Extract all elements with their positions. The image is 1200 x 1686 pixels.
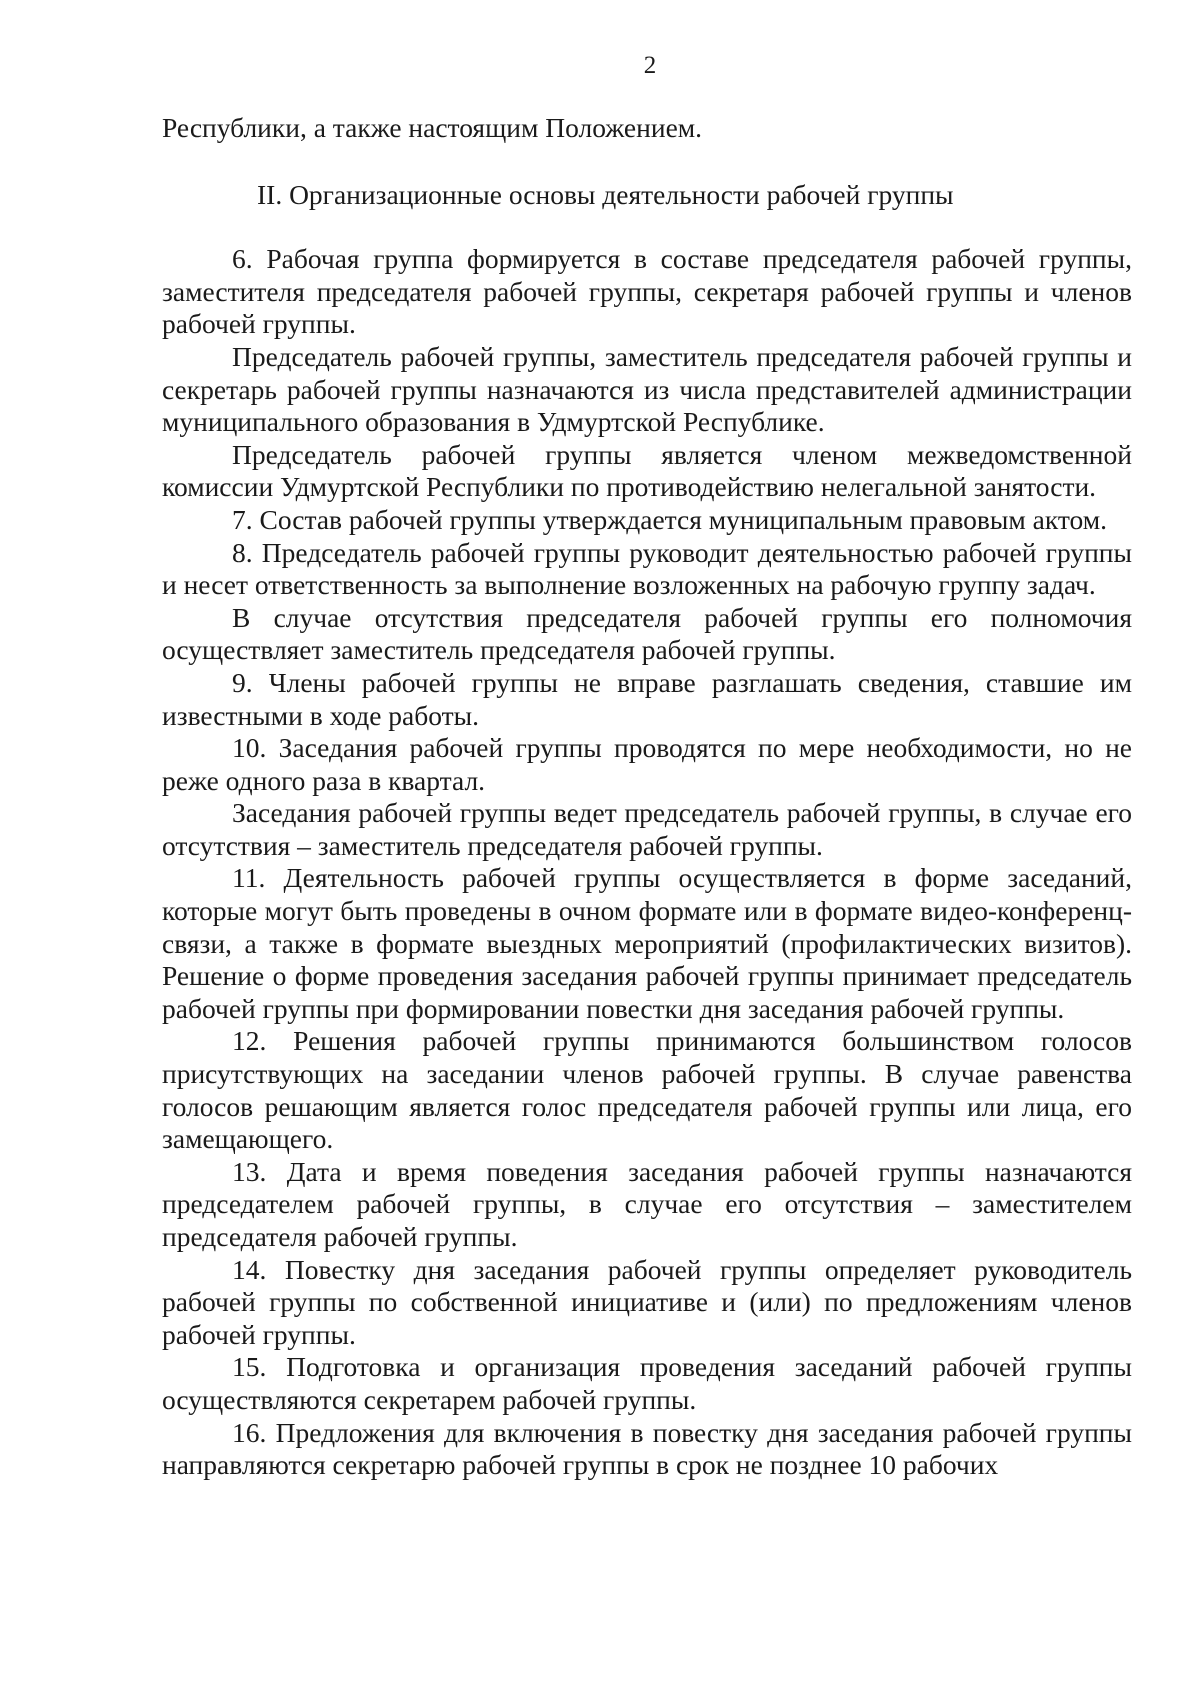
paragraph-13: 13. Дата и время поведения заседания рабочей группы назначаются председателем рабочей группы, в случае его отсутствия – заместителем председателя рабочей группы. [162, 1155, 1132, 1252]
paragraph-11: 11. Деятельность рабочей группы осуществляется в форме заседаний, которые могут быть проведены в очном формате или в формате видео-конференц-связи, а также в формате выездных мероприятий (профилактических визитов). Решение о форме проведения заседания рабочей группы принимает председатель рабочей группы при формировании повестки дня заседания рабочей группы. [162, 862, 1132, 1024]
section-title: II. Организационные основы деятельности рабочей группы [257, 178, 954, 210]
paragraph-7: 7. Состав рабочей группы утверждается муниципальным правовым актом. [232, 503, 1107, 535]
paragraph-10-chairing: Заседания рабочей группы ведет председатель рабочей группы, в случае его отсутствия – заместитель председателя рабочей группы. [162, 797, 1132, 861]
paragraph-9: 9. Члены рабочей группы не вправе разглашать сведения, ставшие им известными в ходе работы. [162, 666, 1132, 731]
paragraph-10: 10. Заседания рабочей группы проводятся по мере необходимости, но не реже одного раза в квартал. [162, 732, 1132, 796]
opening-line: Республики, а также настоящим Положением. [162, 112, 703, 143]
paragraph-6: 6. Рабочая группа формируется в составе председателя рабочей группы, заместителя председателя рабочей группы, секретаря рабочей группы и членов рабочей группы. [162, 243, 1132, 340]
document-body [162, 112, 1132, 1482]
page-number: 2 [643, 52, 657, 79]
paragraph-15: 15. Подготовка и организация проведения заседаний рабочей группы осуществляются секретарем рабочей группы. [162, 1351, 1132, 1415]
paragraph-6-appointment: Председатель рабочей группы, заместитель председателя рабочей группы и секретарь рабочей группы назначаются из числа представителей администрации муниципального образования в Удмуртской Республике. [162, 340, 1132, 438]
paragraph-8: 8. Председатель рабочей группы руководит деятельностью рабочей группы и несет ответственность за выполнение возложенных на рабочую группу задач. [162, 536, 1132, 601]
paragraph-8-deputy: В случае отсутствия председателя рабочей группы его полномочия осуществляет заместитель председателя рабочей группы. [162, 601, 1132, 666]
paragraph-6-chair-membership: Председатель рабочей группы является членом межведомственной комиссии Удмуртской Республики по противодействию нелегальной занятости. [162, 438, 1132, 503]
paragraph-16: 16. Предложения для включения в повестку дня заседания рабочей группы направляются секретарю рабочей группы в срок не позднее 10 рабочих [162, 1416, 1132, 1481]
paragraph-12: 12. Решения рабочей группы принимаются большинством голосов присутствующих на заседании членов рабочей группы. В случае равенства голосов решающим является голос председателя рабочей группы или лица, его замещающего. [162, 1025, 1132, 1155]
paragraph-14: 14. Повестку дня заседания рабочей группы определяет руководитель рабочей группы по собственной инициативе и (или) по предложениям членов рабочей группы. [162, 1253, 1132, 1350]
